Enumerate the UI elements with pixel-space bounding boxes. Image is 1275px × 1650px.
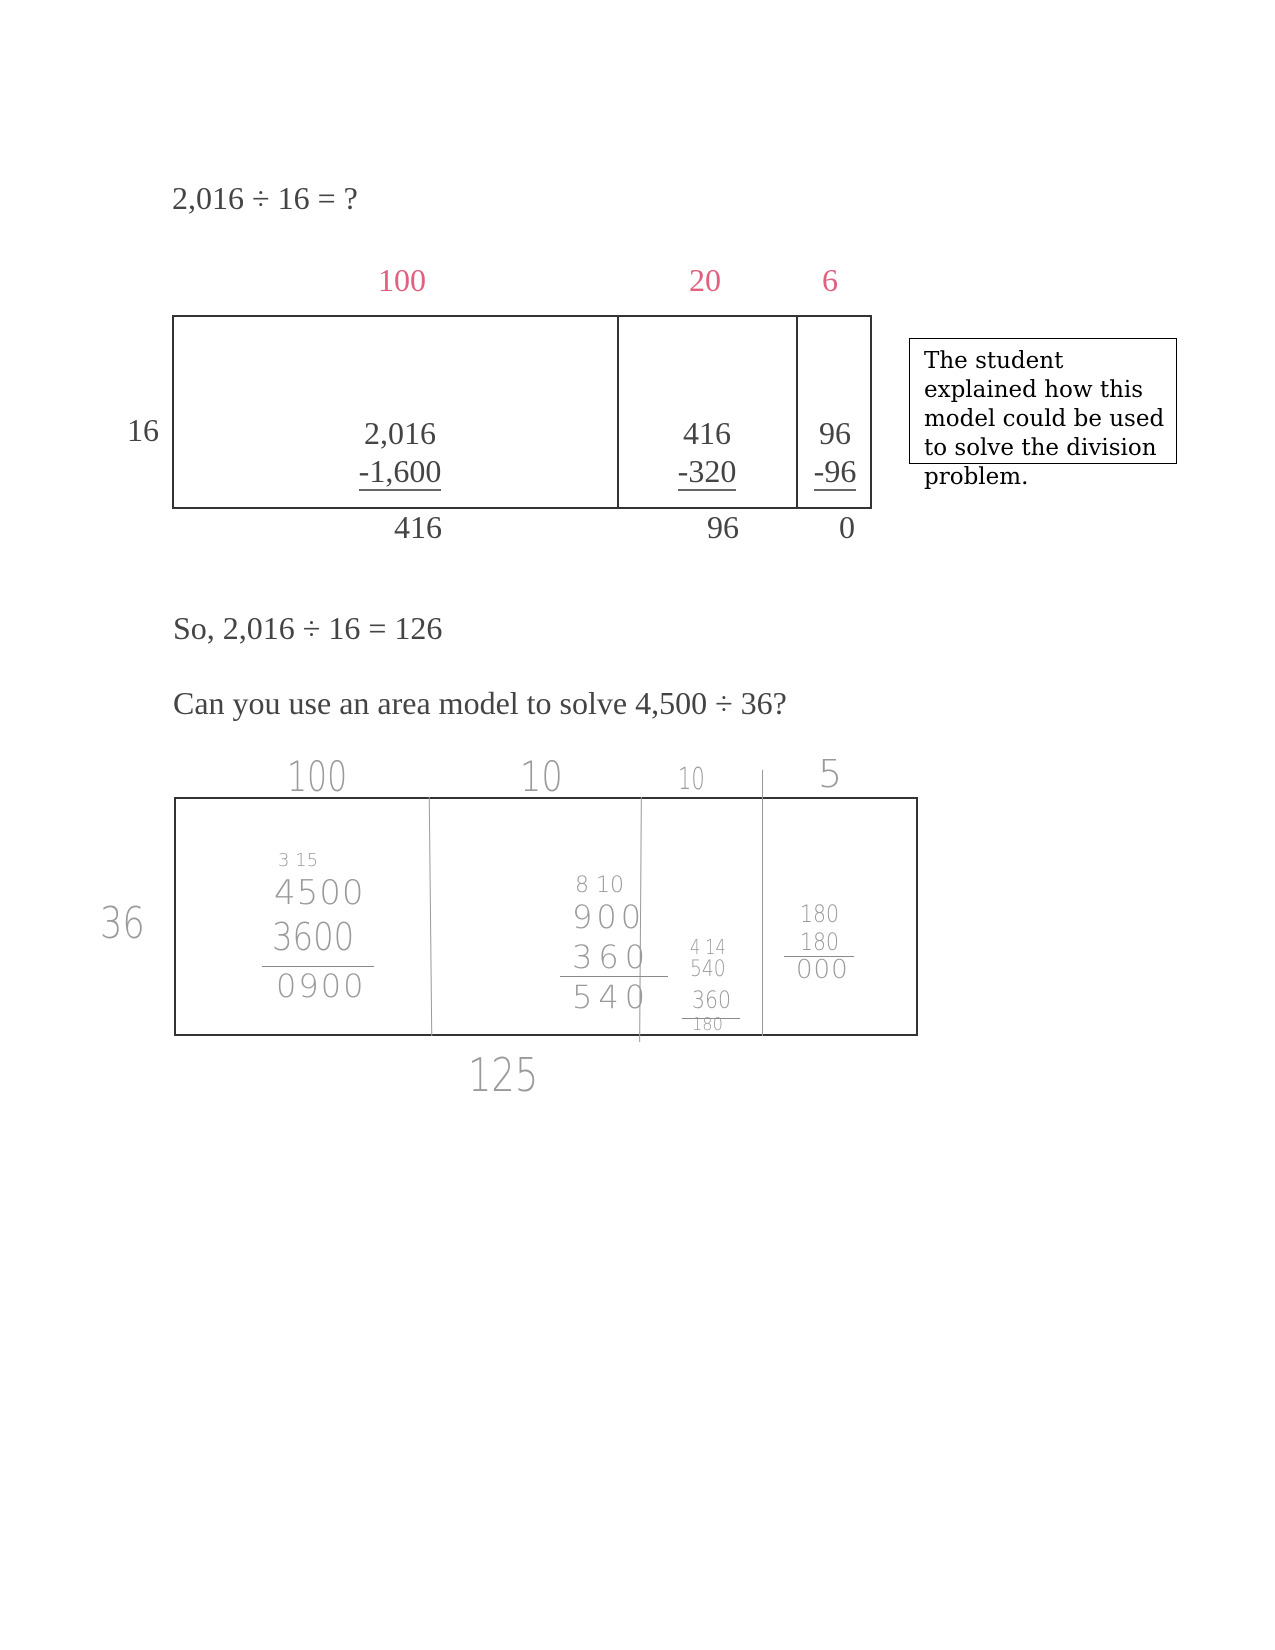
model1-label-100: 100 [378, 262, 426, 298]
model2-cell1-sub: 3600 [272, 915, 355, 959]
model1-cell2-sub: -320 [677, 453, 737, 489]
model2-cell1-result: 0900 [276, 967, 366, 1005]
model2-cell1-top: 4500 [274, 873, 365, 913]
model1-divider-2 [796, 315, 798, 509]
model2-side-label: 36 [100, 898, 145, 949]
conclusion-text: So, 2,016 ÷ 16 = 126 [173, 610, 443, 646]
problem-statement: 2,016 ÷ 16 = ? [172, 180, 358, 216]
model2-cell3-result: 180 [692, 1014, 723, 1035]
model2-cell2-result: 540 [572, 978, 652, 1016]
model1-label-20: 20 [689, 262, 721, 298]
student-explanation-note: The student explained how this model could be used to solve the division problem. [909, 338, 1177, 464]
model2-cell4-result: 000 [796, 955, 849, 985]
model1-cell3-below: 0 [839, 509, 855, 545]
model1-cell1-sub: -1,600 [358, 453, 442, 489]
model1-cell1-below: 416 [394, 509, 442, 545]
model1-cell3-top: 96 [819, 415, 851, 451]
model1-cell2-below: 96 [707, 509, 739, 545]
model1-cell2 [657, 414, 757, 491]
model1-cell3 [802, 414, 868, 491]
model2-cell2-sub: 360 [572, 938, 652, 976]
model2-cell4-top: 180 [800, 900, 839, 928]
model2-label-10b: 10 [678, 762, 705, 797]
model2-cell1-carry: 3 15 [278, 850, 319, 871]
model1-cell1 [330, 414, 470, 491]
model2-cell3-carry: 4 14 [690, 935, 726, 959]
model2-label-10a: 10 [520, 752, 563, 801]
model2-cell2-top: 900 [572, 898, 646, 936]
model1-divider-1 [617, 315, 619, 509]
model2-divider-3 [762, 770, 763, 1036]
model1-cell1-top: 2,016 [364, 415, 436, 451]
model2-cell2-carry: 8 10 [575, 873, 624, 898]
model2-cell3-sub: 360 [692, 986, 731, 1014]
model2-cell4-sub: 180 [800, 928, 839, 956]
model1-area-box [172, 315, 872, 509]
model2-label-5: 5 [818, 752, 843, 796]
model2-cell3-top: 540 [690, 957, 726, 982]
question-text: Can you use an area model to solve 4,500 ÷ 36? [173, 685, 787, 721]
model1-label-6: 6 [822, 262, 838, 298]
model1-cell2-top: 416 [683, 415, 731, 451]
model2-total: 125 [468, 1048, 539, 1102]
model2-cell2-line [560, 976, 668, 977]
model1-side-label: 16 [127, 412, 159, 448]
model1-cell3-sub: -96 [813, 453, 857, 489]
model2-label-100: 100 [287, 752, 348, 801]
